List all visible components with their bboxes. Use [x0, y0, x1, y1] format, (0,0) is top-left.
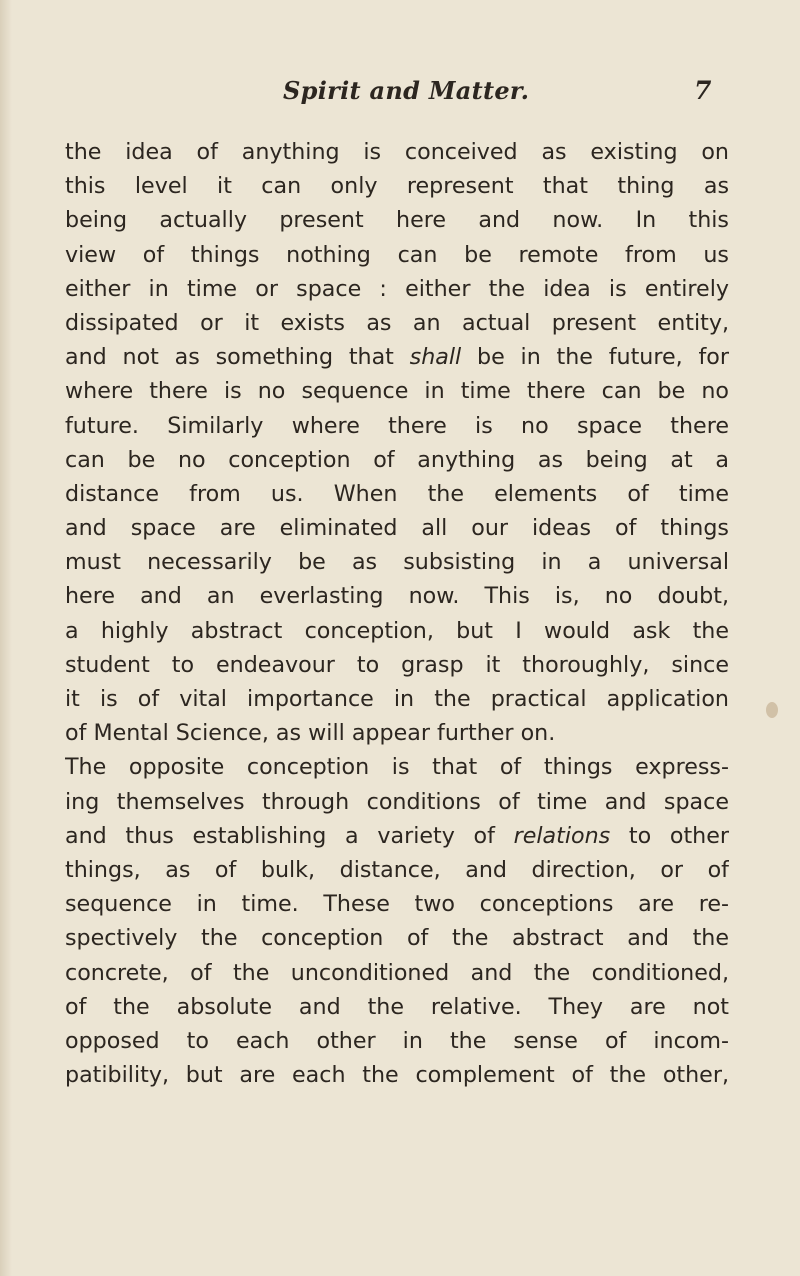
page-header [0, 76, 800, 116]
text-segment: and not as something that [65, 344, 410, 371]
text-line: ing themselves through conditions of time and space [65, 788, 729, 815]
text-line: being actually present here and now. In this [65, 207, 729, 234]
text-line: student to endeavour to grasp it thoroughly, since [65, 651, 729, 678]
text-line: things, as of bulk, distance, and direction, or of [65, 856, 729, 883]
text-line: future. Similarly where there is no space there [65, 412, 729, 439]
text-line: of Mental Science, as will appear further on. [65, 720, 556, 747]
text-line-with-emphasis [65, 340, 729, 374]
emphasized-word: relations [513, 822, 611, 849]
text-line: a highly abstract conception, but I would ask the [65, 617, 729, 644]
text-line: can be no conception of anything as being at a [65, 446, 729, 473]
text-segment: and thus establishing a variety of [65, 822, 514, 849]
text-line: spectively the conception of the abstract and the [65, 925, 729, 952]
text-line: distance from us. When the elements of time [65, 480, 729, 507]
text-line: The opposite conception is that of things express- [65, 754, 729, 781]
text-line: and space are eliminated all our ideas of things [65, 515, 729, 542]
paper-stain [766, 702, 778, 718]
text-segment: be in the future, for [461, 344, 729, 371]
page-edge-shadow [0, 0, 12, 1276]
text-segment: to other [610, 822, 729, 849]
text-line: of the absolute and the relative. They are not [65, 993, 729, 1020]
text-line: it is of vital importance in the practical application [65, 686, 729, 712]
text-line: where there is no sequence in time there can be no [65, 378, 729, 405]
text-line: either in time or space : either the idea is entirely [65, 275, 729, 302]
text-line-with-emphasis [65, 819, 729, 853]
text-line: this level it can only represent that thing as [65, 173, 729, 200]
text-line: view of things nothing can be remote from us [65, 241, 729, 268]
text-line: must necessarily be as subsisting in a universal [65, 549, 729, 576]
body-text [65, 135, 729, 1092]
text-line: the idea of anything is conceived as existing on [65, 139, 729, 165]
running-title: Spirit and Matter. [283, 76, 530, 105]
text-line: opposed to each other in the sense of incom- [65, 1027, 729, 1054]
text-line: patibility, but are each the complement of the other, [65, 1062, 729, 1089]
text-line: sequence in time. These two conceptions are re- [65, 891, 729, 918]
emphasized-word: shall [409, 344, 462, 371]
text-line: dissipated or it exists as an actual present entity, [65, 309, 729, 336]
page-number: 7 [694, 76, 712, 105]
text-line: here and an everlasting now. This is, no doubt, [65, 583, 729, 610]
text-line: concrete, of the unconditioned and the conditioned, [65, 959, 729, 986]
